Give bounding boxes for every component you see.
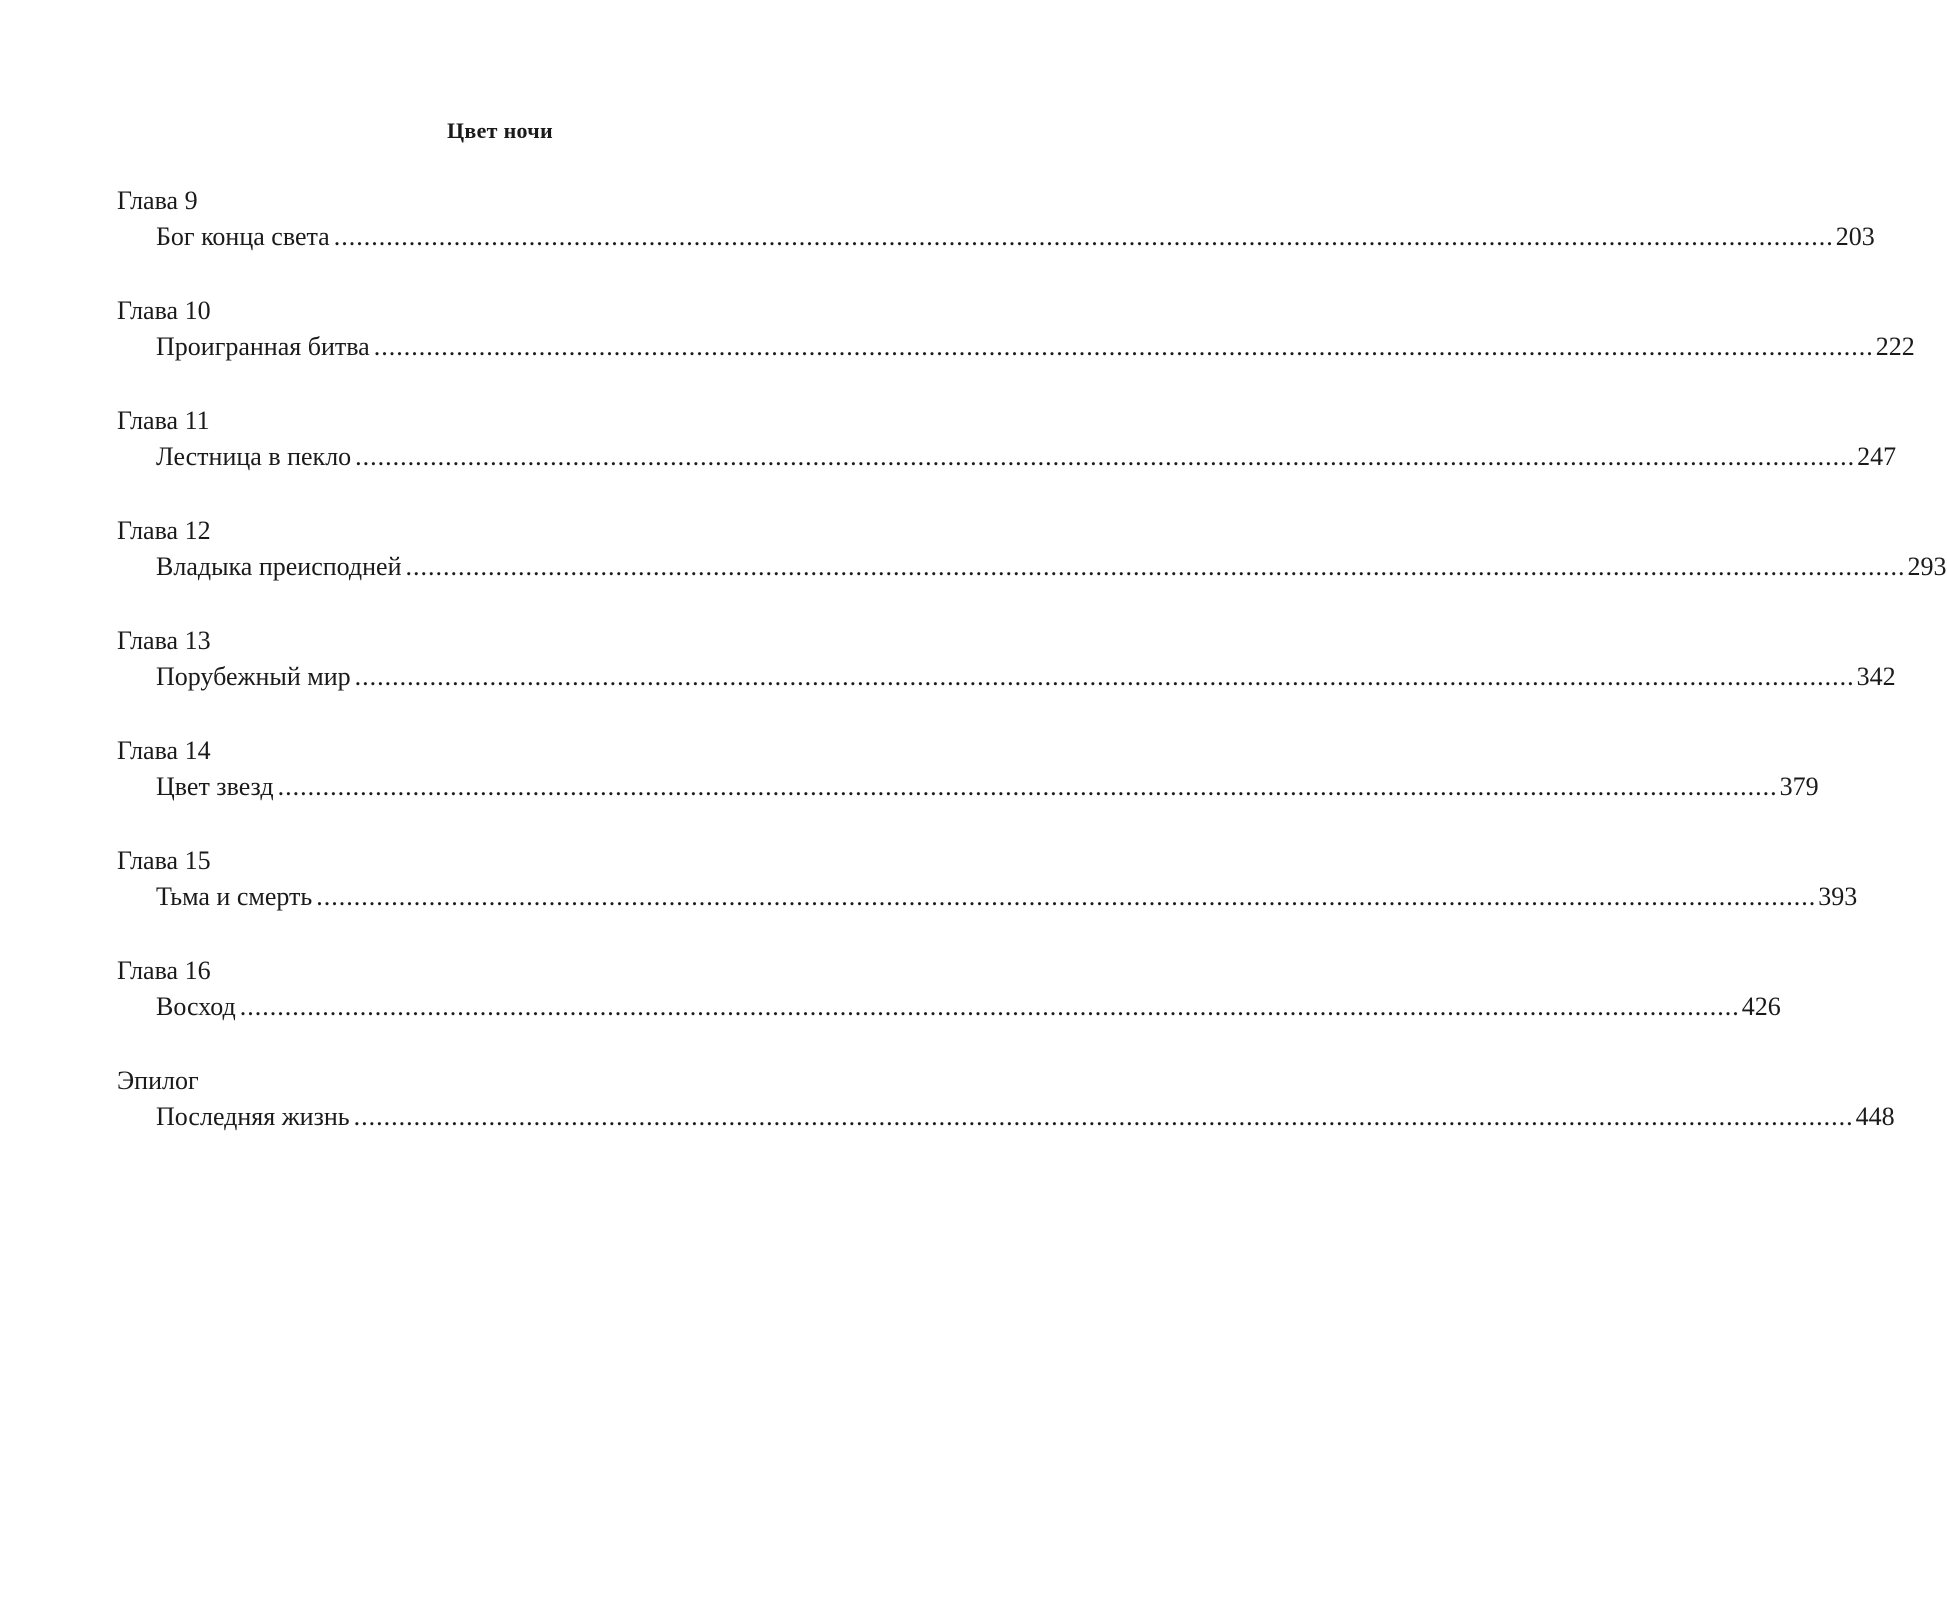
table-of-contents <box>117 183 1947 1173</box>
toc-line[interactable] <box>117 989 1781 1025</box>
chapter-label: Глава 12 <box>117 516 211 545</box>
page-number: 203 <box>1835 222 1875 251</box>
section-title: Цвет ночи <box>447 118 553 143</box>
entry-title: Владыка преисподней <box>156 552 402 581</box>
toc-entry <box>117 843 1858 915</box>
toc-entry <box>117 293 1915 365</box>
toc-entry <box>117 953 1781 1025</box>
toc-line[interactable] <box>117 659 1896 695</box>
chapter-label: Глава 9 <box>117 186 198 215</box>
page-number: 293 <box>1907 552 1947 581</box>
toc-line[interactable] <box>117 1099 1895 1135</box>
page-number: 393 <box>1818 882 1858 911</box>
page-number: 247 <box>1857 442 1897 471</box>
dot-leader: ........................................................................................................................................................................................................ <box>354 662 1855 691</box>
dot-leader: ........................................................................................................................................................................................................ <box>353 1102 1854 1131</box>
entry-title: Восход <box>156 992 236 1021</box>
dot-leader: ........................................................................................................................................................................................................ <box>277 772 1778 801</box>
toc-entry <box>117 513 1947 585</box>
chapter-label: Глава 14 <box>117 736 211 765</box>
dot-leader: ........................................................................................................................................................................................................ <box>405 552 1906 581</box>
dot-leader: ........................................................................................................................................................................................................ <box>355 442 1856 471</box>
toc-entry <box>117 733 1819 805</box>
dot-leader: ........................................................................................................................................................................................................ <box>333 222 1834 251</box>
toc-line[interactable] <box>117 769 1819 805</box>
toc-line[interactable] <box>117 879 1858 915</box>
page-number: 379 <box>1779 772 1819 801</box>
chapter-label: Глава 11 <box>117 406 210 435</box>
entry-title: Бог конца света <box>156 222 330 251</box>
toc-entry <box>117 623 1896 695</box>
dot-leader: ........................................................................................................................................................................................................ <box>239 992 1740 1021</box>
chapter-label: Глава 15 <box>117 846 211 875</box>
toc-line[interactable] <box>117 329 1915 365</box>
page-number: 222 <box>1875 332 1915 361</box>
chapter-label: Глава 10 <box>117 296 211 325</box>
entry-title: Последняя жизнь <box>156 1102 350 1131</box>
toc-entry <box>117 1063 1895 1135</box>
toc-line[interactable] <box>117 439 1897 475</box>
page-number: 426 <box>1741 992 1781 1021</box>
entry-title: Порубежный мир <box>156 662 351 691</box>
page-number: 342 <box>1856 662 1896 691</box>
dot-leader: ........................................................................................................................................................................................................ <box>373 332 1874 361</box>
toc-line[interactable] <box>117 549 1947 585</box>
entry-title: Тьма и смерть <box>156 882 313 911</box>
dot-leader: ........................................................................................................................................................................................................ <box>316 882 1817 911</box>
chapter-label: Эпилог <box>117 1066 199 1095</box>
chapter-label: Глава 16 <box>117 956 211 985</box>
toc-entry <box>117 183 1875 255</box>
toc-line[interactable] <box>117 219 1875 255</box>
page-number: 448 <box>1855 1102 1895 1131</box>
toc-entry <box>117 403 1897 475</box>
entry-title: Цвет звезд <box>156 772 274 801</box>
entry-title: Лестница в пекло <box>156 442 352 471</box>
entry-title: Проигранная битва <box>156 332 370 361</box>
chapter-label: Глава 13 <box>117 626 211 655</box>
